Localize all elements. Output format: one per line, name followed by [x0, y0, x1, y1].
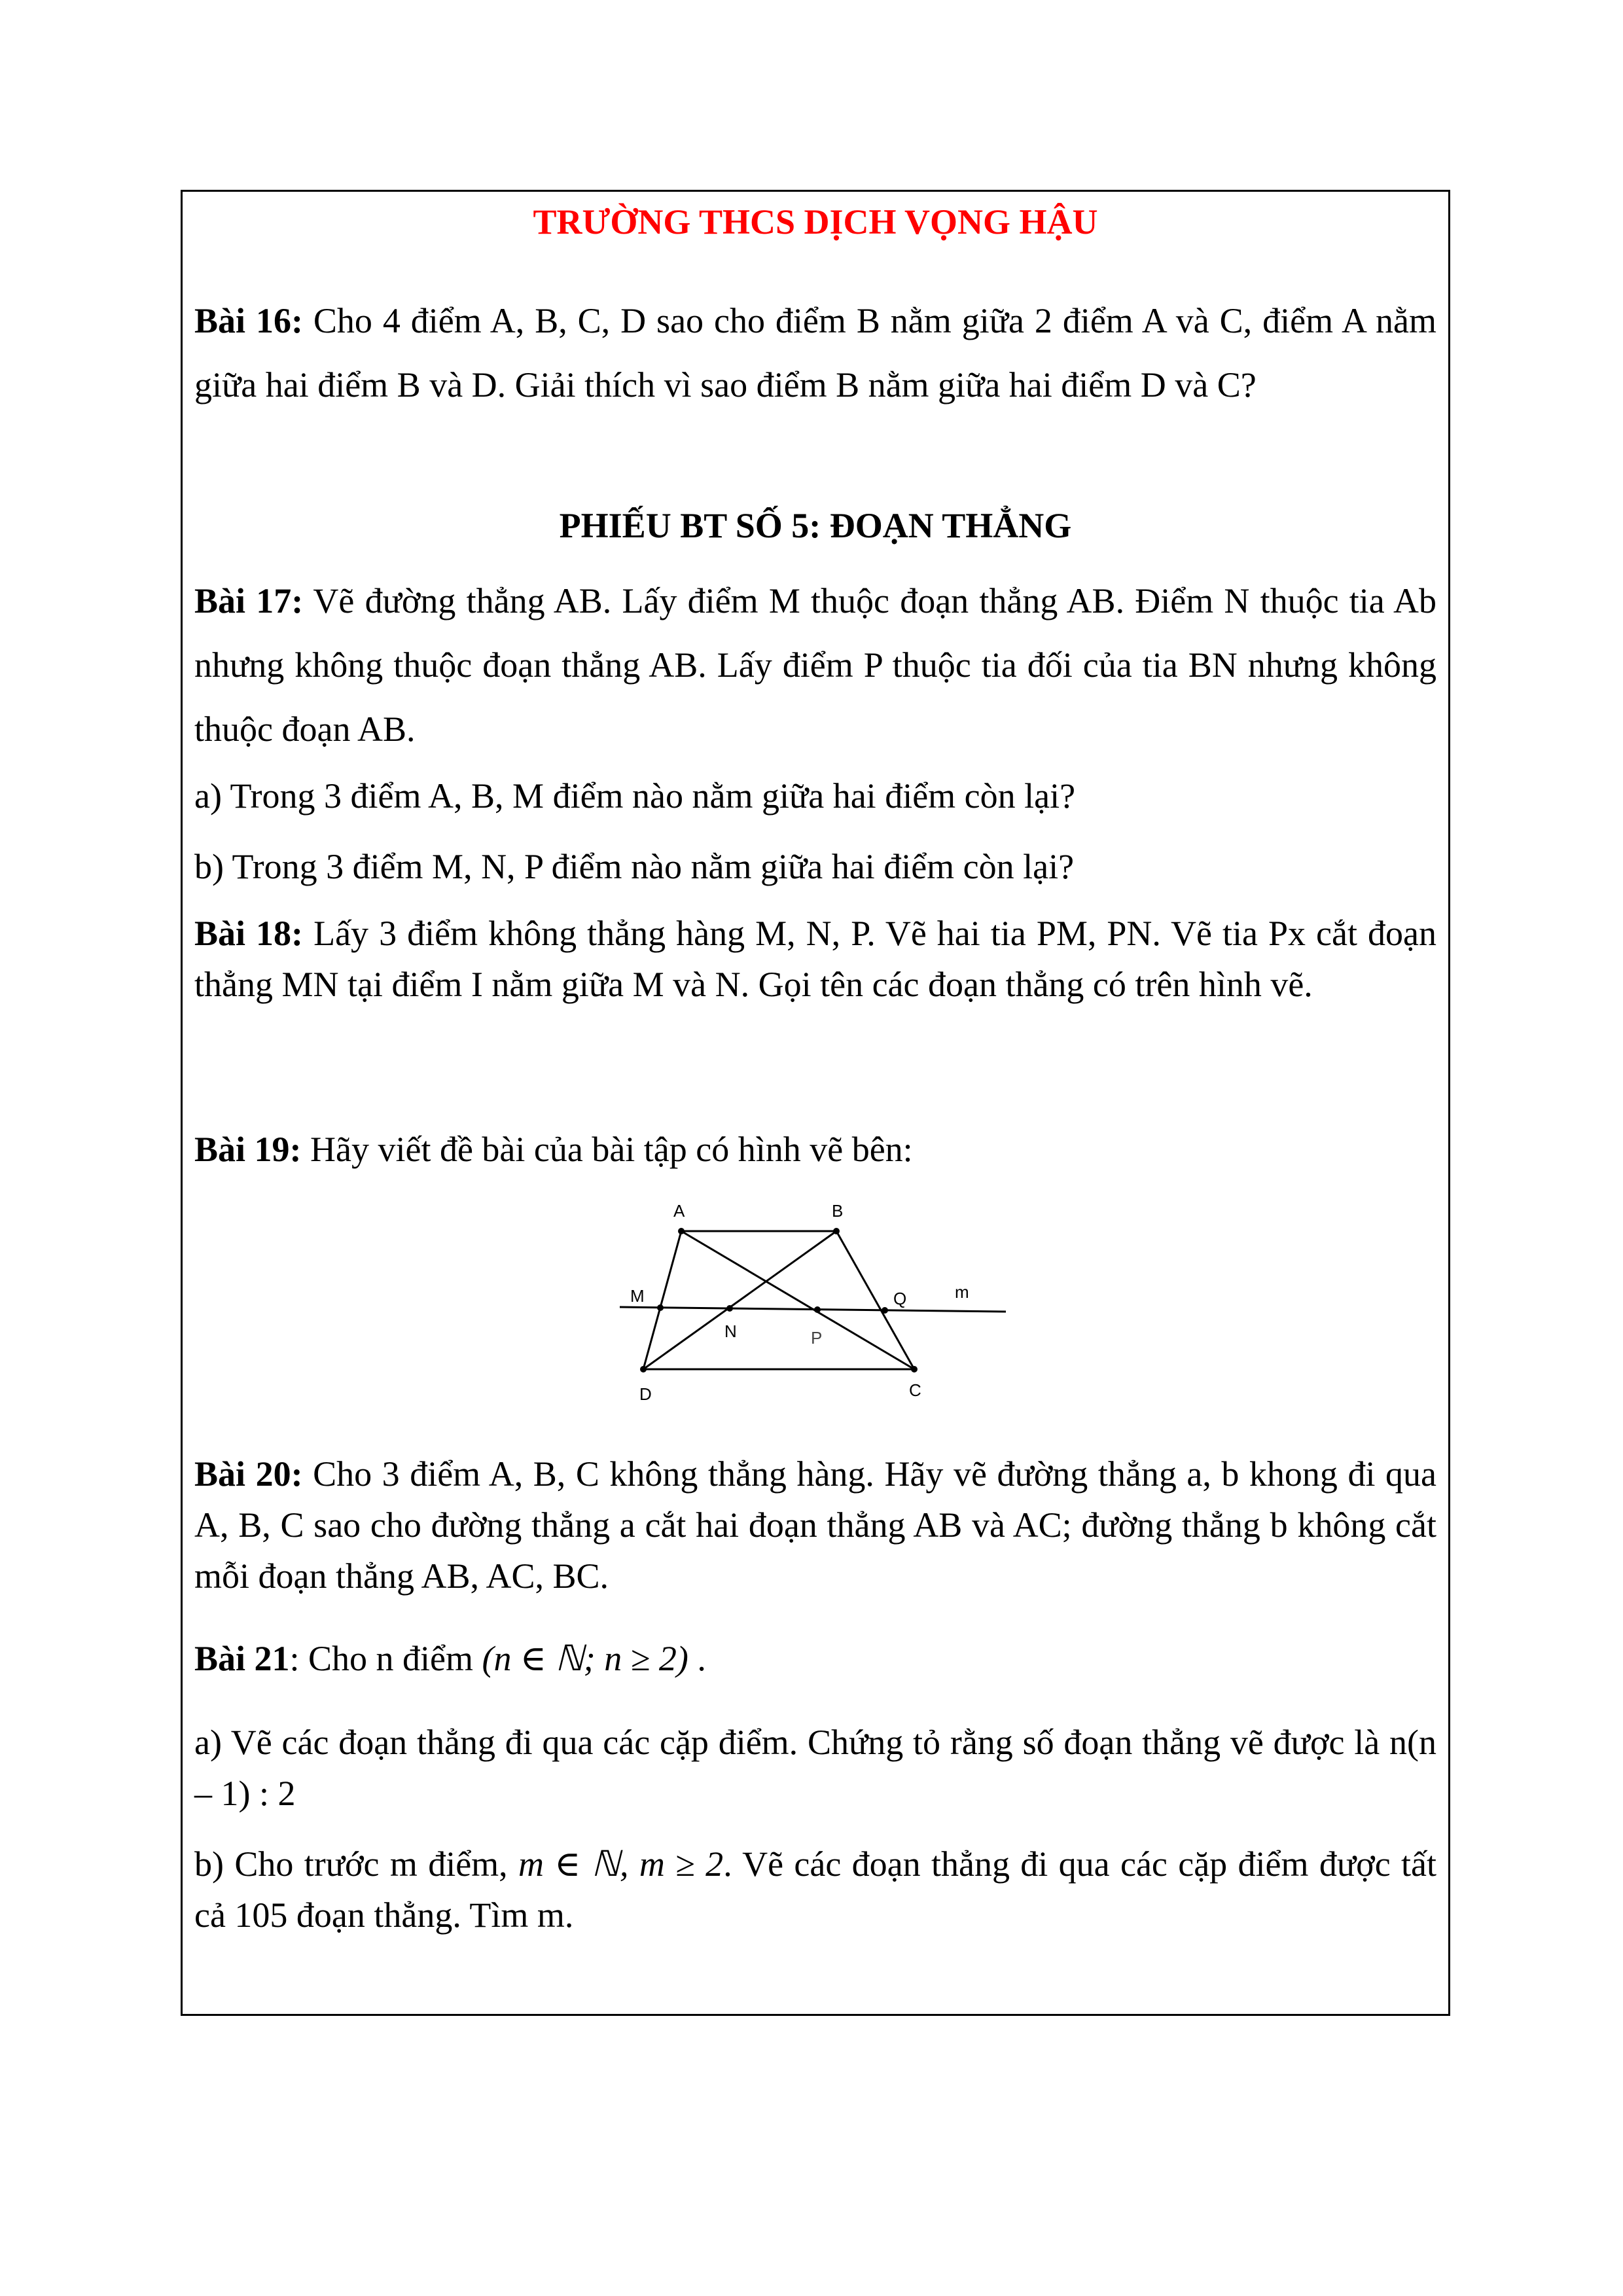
exercise-21-part-b-pre: b) Cho trước m điểm,	[194, 1844, 519, 1884]
point-d	[640, 1366, 647, 1372]
trapezoid-figure	[620, 1193, 1012, 1416]
segment-ad	[643, 1231, 681, 1369]
point-c	[911, 1366, 918, 1372]
exercise-19	[194, 1117, 1436, 1181]
diagonal-ac	[681, 1231, 914, 1369]
exercise-19-label: Bài 19:	[194, 1130, 302, 1169]
point-n	[726, 1305, 733, 1312]
exercise-18-label: Bài 18:	[194, 914, 304, 953]
exercise-21-end: .	[688, 1639, 706, 1678]
exercise-21-condition: (n ∈ ℕ; n ≥ 2)	[482, 1639, 688, 1678]
exercise-21-part-b-math: m ∈ ℕ, m ≥ 2	[518, 1844, 724, 1884]
exercise-17-label: Bài 17:	[194, 581, 304, 620]
label-d: D	[639, 1384, 652, 1404]
exercise-21	[194, 1626, 1436, 1691]
exercise-17-part-a: a) Trong 3 điểm A, B, M điểm nào nằm giữa hai điểm còn lại?	[194, 776, 1076, 816]
exercise-20	[194, 1448, 1436, 1602]
exercise-18-text: Lấy 3 điểm không thẳng hàng M, N, P. Vẽ hai tia PM, PN. Vẽ tia Px cắt đoạn thẳng MN tại điểm I nằm giữa M và N. Gọi tên các đoạn thẳng có trên hình vẽ.	[194, 914, 1436, 1004]
exercise-21-part-b-post: . Vẽ các đoạn thẳng đi qua các cặp điểm được tất cả 105 đoạn thẳng. Tìm m.	[194, 1844, 1436, 1935]
label-q: Q	[893, 1289, 907, 1308]
section-title: PHIẾU BT SỐ 5: ĐOẠN THẲNG	[559, 506, 1072, 545]
worksheet-frame	[181, 190, 1450, 2016]
label-n: N	[724, 1321, 737, 1341]
point-p	[814, 1306, 821, 1313]
label-line-m: m	[955, 1282, 969, 1302]
exercise-16-label: Bài 16:	[194, 301, 303, 340]
exercise-17	[194, 569, 1436, 761]
exercise-16-text: Cho 4 điểm A, B, C, D sao cho điểm B nằm giữa 2 điểm A và C, điểm A nằm giữa hai điểm B và D. Giải thích vì sao điểm B nằm giữa hai điểm D và C?	[194, 301, 1436, 404]
exercise-18	[194, 908, 1436, 1010]
label-m: M	[630, 1286, 645, 1306]
label-p: P	[811, 1328, 823, 1348]
exercise-17-text: Vẽ đường thẳng AB. Lấy điểm M thuộc đoạn thẳng AB. Điểm N thuộc tia Ab nhưng không thuộc đoạn thẳng AB. Lấy điểm P thuộc tia đối của tia BN nhưng không thuộc đoạn AB.	[194, 581, 1436, 749]
point-m	[657, 1304, 664, 1311]
exercise-21-part-b	[194, 1839, 1436, 1941]
exercise-20-label: Bài 20:	[194, 1454, 303, 1494]
trapezoid-diagram	[620, 1193, 1012, 1416]
exercise-17-part-b: b) Trong 3 điểm M, N, P điểm nào nằm giữa hai điểm còn lại?	[194, 847, 1075, 886]
label-c: C	[909, 1380, 921, 1400]
exercise-16	[194, 289, 1436, 417]
exercise-20-text: Cho 3 điểm A, B, C không thẳng hàng. Hãy vẽ đường thẳng a, b khong đi qua A, B, C sao cho đường thẳng a cắt hai đoạn thẳng AB và AC; đường thẳng b không cắt mỗi đoạn thẳng AB, AC, BC.	[194, 1454, 1436, 1596]
school-title: TRƯỜNG THCS DỊCH VỌNG HẬU	[533, 202, 1098, 242]
exercise-21-label: Bài 21	[194, 1639, 290, 1678]
exercise-21-part-a: a) Vẽ các đoạn thẳng đi qua các cặp điểm. Chứng tỏ rằng số đoạn thẳng vẽ được là n(n – 1) : 2	[194, 1723, 1436, 1813]
exercise-21-text: : Cho n điểm	[289, 1639, 482, 1678]
label-b: B	[832, 1201, 844, 1221]
exercise-19-text: Hãy viết đề bài của bài tập có hình vẽ bên:	[301, 1130, 913, 1169]
point-a	[678, 1228, 685, 1234]
label-a: A	[673, 1201, 685, 1221]
point-b	[833, 1228, 840, 1234]
point-q	[882, 1307, 888, 1314]
line-m	[620, 1307, 1006, 1312]
diagonal-bd	[643, 1231, 836, 1369]
